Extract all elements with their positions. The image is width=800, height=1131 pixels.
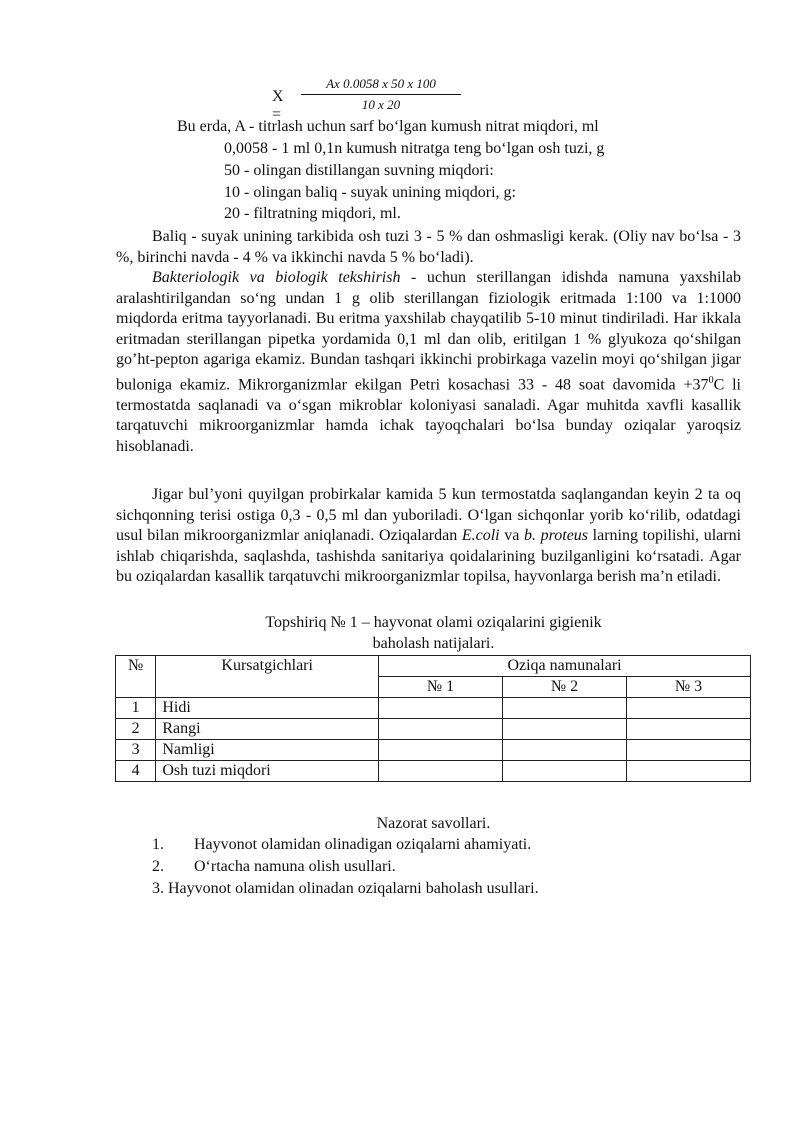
paragraph-salt-content: Baliq - suyak unining tarkibida osh tuzi 3 - 5 % dan oshmasligi kerak. (Oliy nav bo‘lsa - 3 %, birinchi navda - 4 % va ikkinchi navda 5 % bo‘ladi).	[116, 228, 741, 266]
empty-cell	[503, 740, 627, 761]
formula-fraction	[301, 76, 461, 113]
empty-cell	[627, 698, 751, 719]
header-sample-2: № 2	[503, 677, 627, 698]
results-table	[115, 655, 751, 782]
superscript: 0	[708, 374, 714, 386]
table-title-line-1: Topshiriq № 1 – hayvonat olami oziqalarini gigienik	[265, 614, 602, 631]
table-row	[116, 740, 751, 761]
question-number: 2.	[152, 858, 164, 875]
formula-numerator: Ax 0.0058 x 50 x 100	[326, 76, 436, 91]
formula-denominator: 10 x 20	[361, 97, 401, 112]
questions-title: Nazorat savollari.	[376, 815, 491, 832]
empty-cell	[627, 740, 751, 761]
question-text: O‘rtacha namuna olish usullari.	[194, 858, 396, 875]
empty-cell	[379, 740, 503, 761]
paragraph-text: - uchun sterillangan idishda namuna yaxshilab aralashtirilgandan so‘ng undan 1 g olib sterillangan fiziologik eritmada 1:100 va 1:1000 miqdorda eritma tayyorlanadi. Bu eritma yaxshilab chayqatilib 5-10 minut tindiriladi. Har ikkala eritmadan sterillangan pipetka yordamida 0,1 ml dan olib, eritilgan 1 % glyukoza qo‘shilgan go’ht-pepton agariga ekamiz. Bundan tashqari ikkinchi probirkaga vazelin moyi qo‘shilgan jigar buloniga ekamiz. Mikrorganizmlar ekilgan Petri kosachasi 33 - 48 soat davomida +37	[116, 269, 742, 394]
table-title-line-2: baholash natijalari.	[372, 635, 495, 652]
question-item	[152, 857, 396, 877]
header-sample-1: № 1	[379, 677, 503, 698]
row-indicator: Namligi	[156, 740, 379, 761]
row-number: 1	[116, 698, 156, 719]
table-row	[116, 719, 751, 740]
table-row	[116, 761, 751, 782]
row-number: 3	[116, 740, 156, 761]
paragraph-text: C li termostatda saqlanadi va o‘sgan mikroblar koloniyasi sanaladi. Agar muhitda xavfli kasallik tarqatuvchi mikroorganizmlar hamda ichak tayoqchalari bo‘lsa bunday oziqalar yaroqsiz hisoblanadi.	[116, 376, 741, 456]
empty-cell	[379, 698, 503, 719]
table-row	[116, 698, 751, 719]
empty-cell	[379, 719, 503, 740]
legend-line-5: 20 - filtratning miqdori, ml.	[224, 205, 401, 222]
legend-line-4: 10 - olingan baliq - suyak unining miqdori, g:	[224, 184, 516, 201]
paragraph-text: Jigar bul’yoni quyilgan probirkalar kamida 5 kun termostatda saqlangandan keyin 2 ta oq sichqonning terisi ostiga 0,3 - 0,5 ml dan yuboriladi. O‘lgan sichqonlar yorib ko‘rilib, odatdagi usul bilan mikroorganizmlar aniqlanadi. Oziqalardan	[116, 486, 741, 545]
question-item	[152, 835, 531, 855]
question-item	[152, 879, 539, 899]
header-sample-3: № 3	[627, 677, 751, 698]
question-number: 1.	[152, 836, 164, 853]
row-indicator: Rangi	[156, 719, 379, 740]
formula-lhs: X =	[272, 88, 284, 123]
table-header-row	[116, 656, 751, 677]
paragraph-biological-test	[116, 485, 741, 588]
empty-cell	[627, 761, 751, 782]
question-text: Hayvonot olamidan olinadigan oziqalarni ahamiyati.	[194, 836, 532, 853]
legend-line-2: 0,0058 - 1 ml 0,1n kumush nitratga teng bo‘lgan osh tuzi, g	[224, 140, 605, 157]
question-text: 3. Hayvonot olamidan olinadan oziqalarni baholash usullari.	[152, 880, 539, 897]
paragraph-lead: Bakteriologik va biologik tekshirish	[152, 269, 401, 286]
legend-line-3: 50 - olingan distillangan suvning miqdori:	[224, 162, 494, 179]
header-indicators: Kursatgichlari	[156, 656, 379, 698]
header-samples: Oziqa namunalari	[379, 656, 751, 677]
empty-cell	[503, 698, 627, 719]
paragraph-text: larning topilishi, ularni ishlab chiqarishda, saqlashda, tashishda sanitariya qoidalarining buzilganligini ko‘rsatadi. Agar bu oziqalardan kasallik tarqatuvchi mikroorganizmlar topilsa, hayvonlarga berish ma’n etiladi.	[116, 527, 742, 586]
row-number: 2	[116, 719, 156, 740]
species-proteus: b. proteus	[523, 527, 589, 545]
species-ecoli: E.coli	[461, 527, 500, 545]
row-indicator: Hidi	[156, 698, 379, 719]
fraction-bar	[301, 94, 461, 95]
empty-cell	[379, 761, 503, 782]
paragraph-bacteriological	[116, 268, 741, 458]
row-number: 4	[116, 761, 156, 782]
row-indicator: Osh tuzi miqdori	[156, 761, 379, 782]
header-number: №	[116, 656, 156, 698]
empty-cell	[627, 719, 751, 740]
paragraph-text: va	[499, 527, 524, 545]
empty-cell	[503, 719, 627, 740]
legend-line-1: Bu erda, A - titrlash uchun sarf bo‘lgan kumush nitrat miqdori, ml	[177, 118, 599, 135]
empty-cell	[503, 761, 627, 782]
